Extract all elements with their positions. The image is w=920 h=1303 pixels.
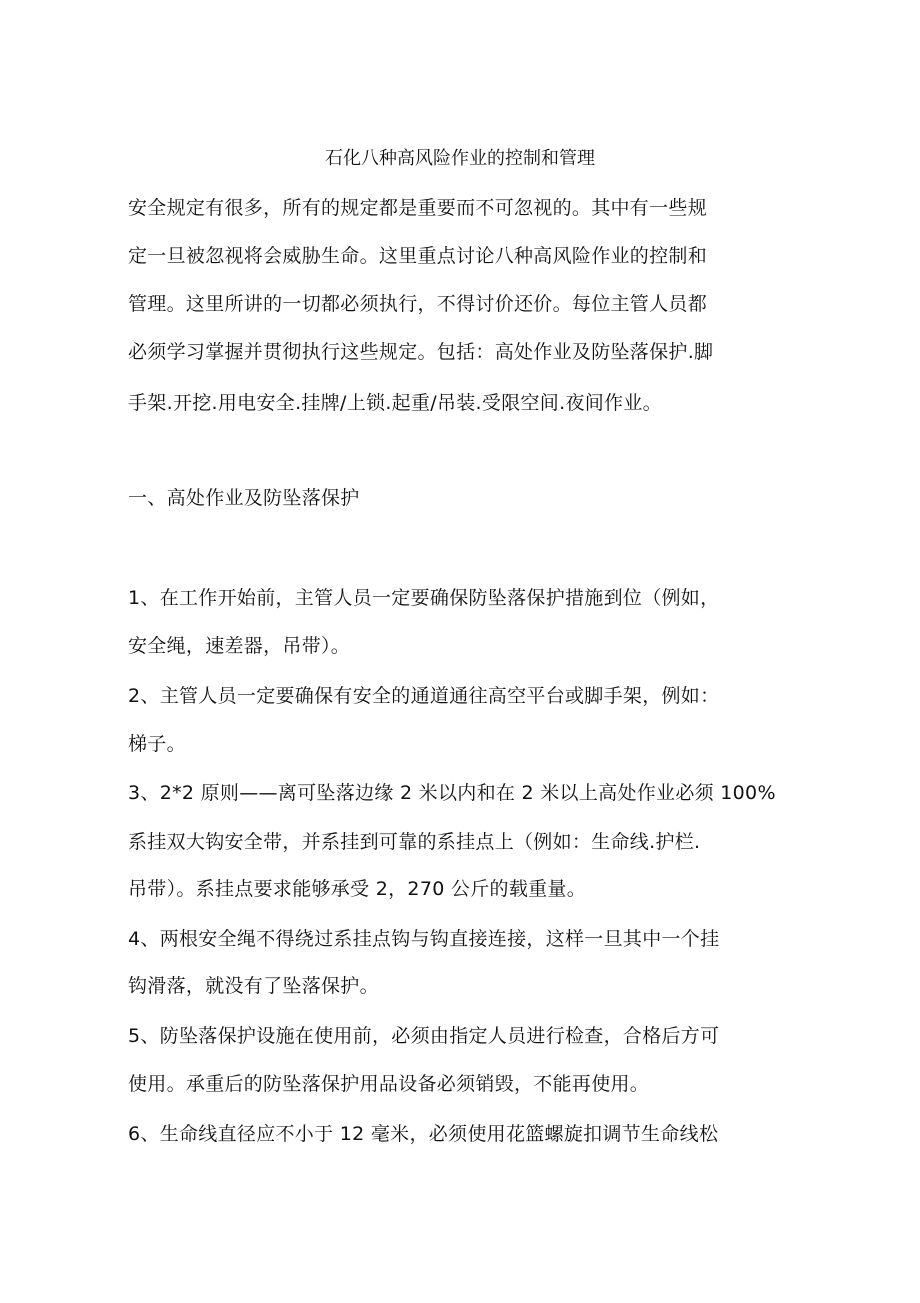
item-line: 2、主管人员一定要确保有安全的通道通往高空平台或脚手架，例如： [128,685,720,707]
document-title: 石化八种高风险作业的控制和管理 [325,148,595,169]
item-line: 吊带）。系挂点要求能够承受 2，270 公斤的载重量。 [128,878,587,900]
item-line: 钩滑落，就没有了坠落保护。 [128,975,379,997]
item-line: 系挂双大钩安全带，并系挂到可靠的系挂点上（例如：生命线.护栏. [128,831,701,853]
item-line: 使用。承重后的防坠落保护用品设备必须销毁，不能再使用。 [128,1073,650,1095]
intro-line: 安全规定有很多，所有的规定都是重要而不可忽视的。其中有一些规 [128,197,708,219]
intro-line: 管理。这里所讲的一切都必须执行，不得讨价还价。每位主管人员都 [128,293,708,315]
section-heading: 一、高处作业及防坠落保护 [128,487,360,509]
item-line: 1、在工作开始前，主管人员一定要确保防坠落保护措施到位（例如， [128,587,720,609]
item-line: 4、两根安全绳不得绕过系挂点钩与钩直接连接，这样一旦其中一个挂 [128,928,720,950]
item-line: 梯子。 [128,733,186,755]
item-line: 6、生命线直径应不小于 12 毫米，必须使用花篮螺旋扣调节生命线松 [128,1123,719,1145]
intro-line: 必须学习掌握并贯彻执行这些规定。包括：高处作业及防坠落保护.脚 [128,341,714,363]
item-line: 5、防坠落保护设施在使用前，必须由指定人员进行检查，合格后方可 [128,1025,720,1047]
item-line: 3、2*2 原则——离可坠落边缘 2 米以内和在 2 米以上高处作业必须 100% [128,782,776,804]
intro-line: 定一旦被忽视将会威胁生命。这里重点讨论八种高风险作业的控制和 [128,245,708,267]
item-line: 安全绳，速差器，吊带）。 [128,635,351,657]
intro-line: 手架.开挖.用电安全.挂牌/上锁.起重/吊装.受限空间.夜间作业。 [128,392,662,414]
